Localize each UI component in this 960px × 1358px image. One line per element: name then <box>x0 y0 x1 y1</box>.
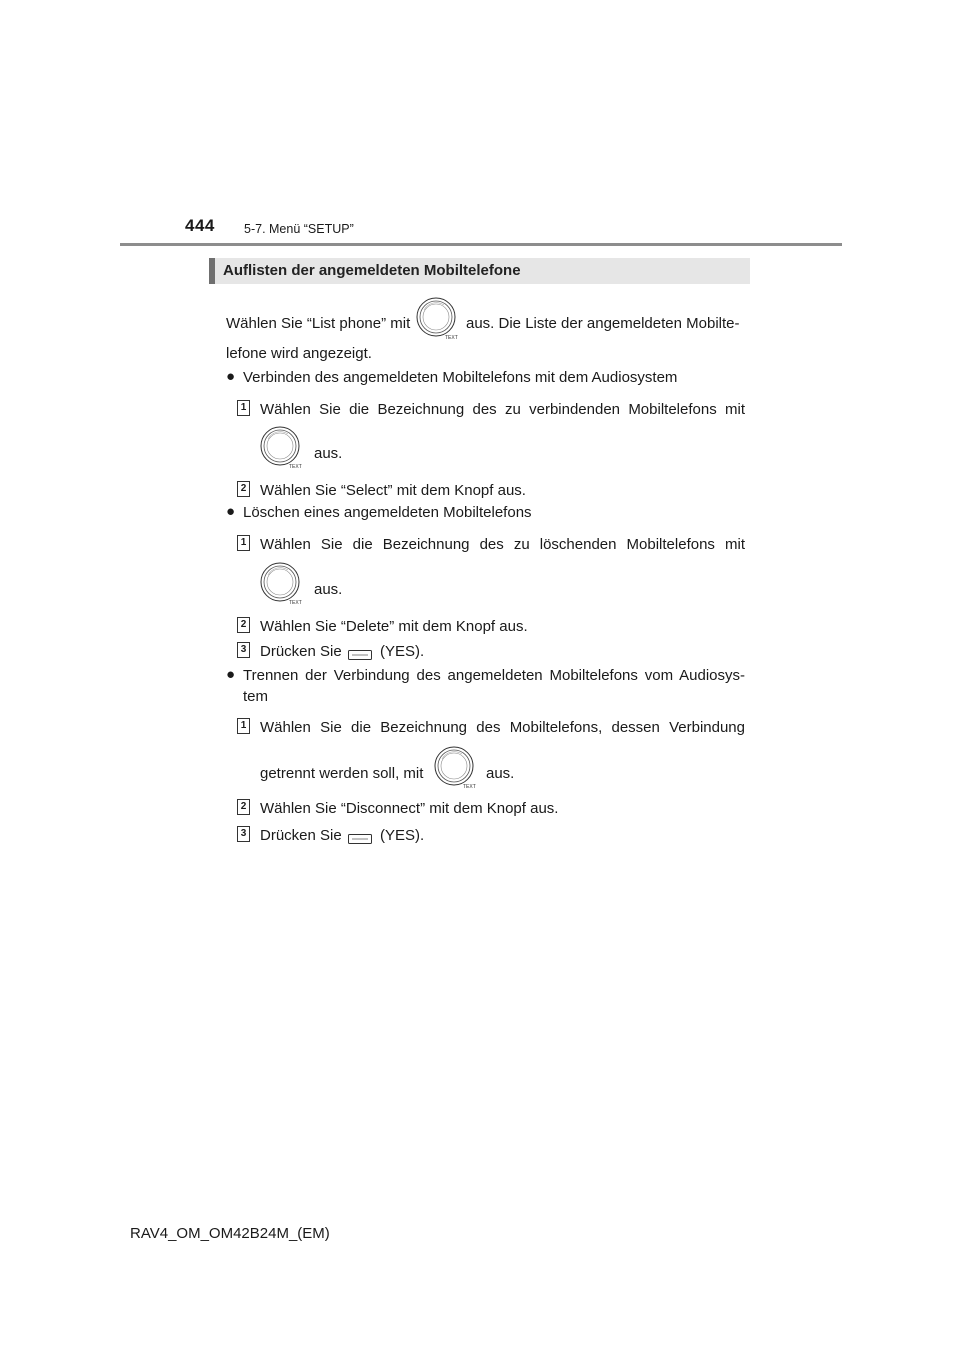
step-number-badge: 2 <box>237 799 250 815</box>
bullet-icon: ● <box>226 368 236 385</box>
bullet-icon: ● <box>226 666 236 683</box>
delete-step1-text: Wählen Sie die Bezeichnung des zu löschenden Mobiltelefons mit <box>260 536 745 553</box>
svg-text:TEXT: TEXT <box>463 784 476 789</box>
svg-text:TEXT: TEXT <box>289 464 302 469</box>
step-number-badge: 2 <box>237 617 250 633</box>
disconnect-step1-end: aus. <box>486 765 515 782</box>
bullet-icon: ● <box>226 503 236 520</box>
intro-text-end: aus. Die Liste der angemeldeten Mobilte- <box>466 315 740 332</box>
disconnect-step1-line2: getrennt werden soll, mit <box>260 765 424 782</box>
connect-step2-text: Wählen Sie “Select” mit dem Knopf aus. <box>260 482 526 499</box>
disconnect-step1-text: Wählen Sie die Bezeichnung des Mobiltelefons, dessen Verbindung <box>260 719 745 736</box>
svg-text:TEXT: TEXT <box>445 335 458 340</box>
step-number-badge: 1 <box>237 400 250 416</box>
delete-step3-start: Drücken Sie <box>260 643 342 660</box>
step-number-badge: 1 <box>237 535 250 551</box>
step-number-badge: 3 <box>237 642 250 658</box>
delete-step3-end: (YES). <box>380 643 425 660</box>
tune-select-knob-icon <box>414 296 458 340</box>
page-number: 444 <box>185 216 215 235</box>
connect-step1-end: aus. <box>314 445 343 462</box>
disconnect-step3-start: Drücken Sie <box>260 827 342 844</box>
tune-select-knob-icon <box>258 425 302 469</box>
preset-button-icon <box>348 647 372 657</box>
connect-title: Verbinden des angemeldeten Mobiltelefons mit dem Audiosystem <box>243 369 678 386</box>
footer-document-code: RAV4_OM_OM42B24M_(EM) <box>130 1225 330 1242</box>
svg-text:TEXT: TEXT <box>289 600 302 605</box>
delete-title: Löschen eines angemeldeten Mobiltelefons <box>243 504 532 521</box>
section-title: 5-7. Menü “SETUP” <box>244 222 354 236</box>
disconnect-title-line1: Trennen der Verbindung des angemeldeten Mobiltelefons vom Audiosys- <box>243 667 745 684</box>
disconnect-title-line2: tem <box>243 688 269 705</box>
section-heading <box>209 258 750 284</box>
disconnect-step2-text: Wählen Sie “Disconnect” mit dem Knopf aus. <box>260 800 559 817</box>
delete-step1-end: aus. <box>314 581 343 598</box>
step-number-badge: 1 <box>237 718 250 734</box>
tune-select-knob-icon <box>432 745 476 789</box>
preset-button-icon <box>348 831 372 841</box>
step-number-badge: 3 <box>237 826 250 842</box>
heading-accent <box>209 258 215 284</box>
delete-step2-text: Wählen Sie “Delete” mit dem Knopf aus. <box>260 618 528 635</box>
disconnect-step3-end: (YES). <box>380 827 425 844</box>
header-divider <box>120 243 842 246</box>
tune-select-knob-icon <box>258 561 302 605</box>
connect-step1-text: Wählen Sie die Bezeichnung des zu verbindenden Mobiltelefons mit <box>260 401 745 418</box>
intro-text-line2: lefone wird angezeigt. <box>226 345 372 362</box>
step-number-badge: 2 <box>237 481 250 497</box>
heading-text: Auflisten der angemeldeten Mobiltelefone <box>223 262 521 279</box>
intro-text-start: Wählen Sie “List phone” mit <box>226 315 411 332</box>
